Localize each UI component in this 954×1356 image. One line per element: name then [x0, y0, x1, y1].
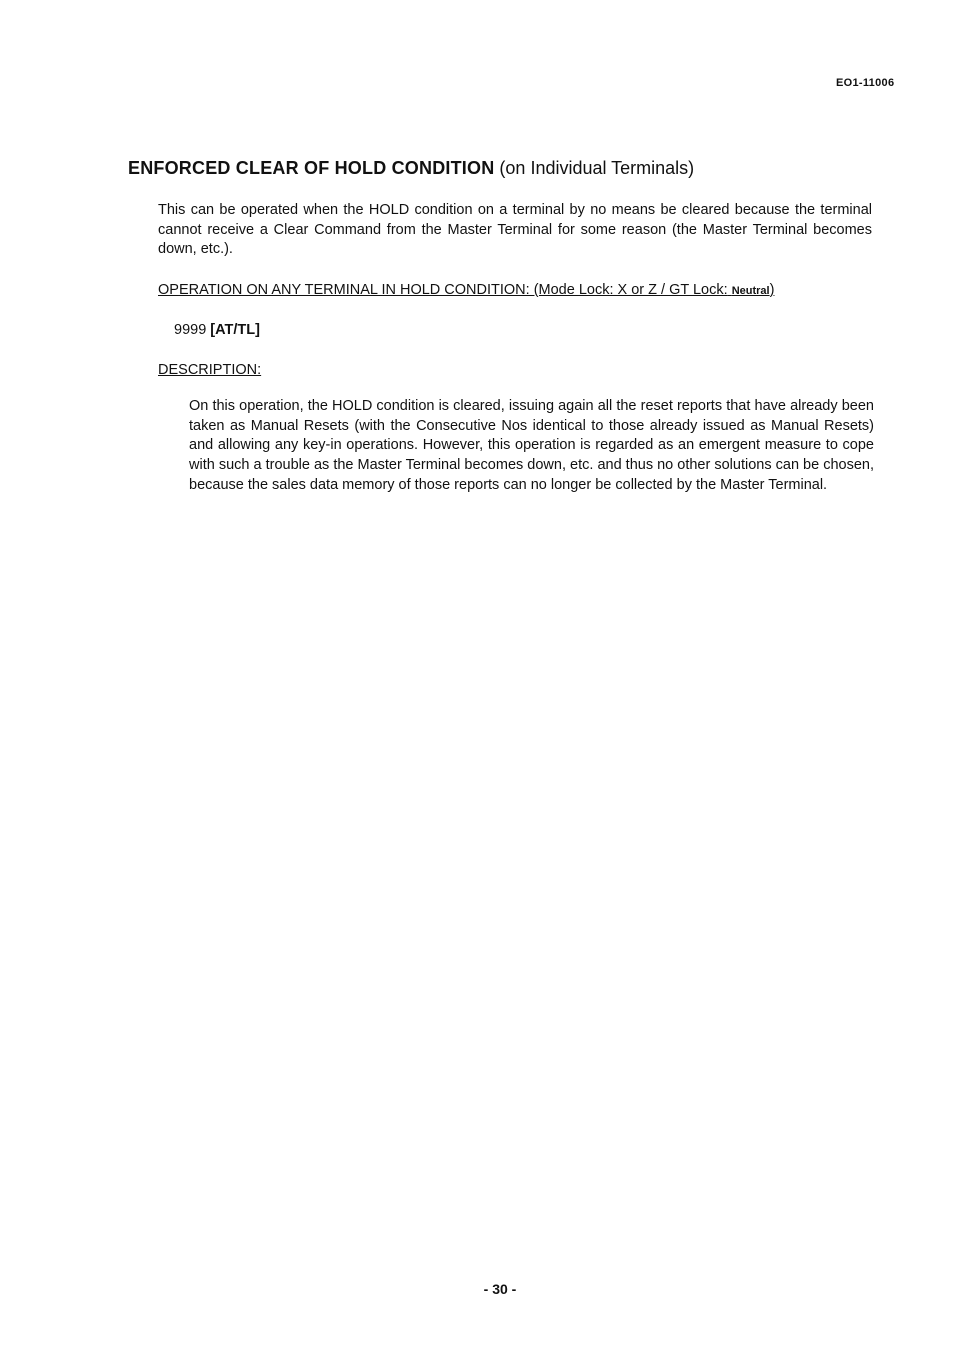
description-heading: DESCRIPTION: [158, 362, 262, 378]
document-code: EO1-11006 [836, 77, 895, 89]
operation-heading [158, 282, 774, 298]
operation-heading-lock-value: Neutral [731, 285, 770, 297]
operation-heading-close: ) [769, 282, 775, 298]
page-number: - 30 - [483, 1281, 517, 1297]
operation-heading-text: OPERATION ON ANY TERMINAL IN HOLD CONDITION: (Mode Lock: X or Z / GT Lock: [158, 282, 728, 298]
section-title-subtitle: (on Individual Terminals) [499, 158, 695, 178]
description-paragraph: On this operation, the HOLD condition is cleared, issuing again all the reset reports that have already been taken as Manual Resets (with the Consecutive Nos identical to those already issued as Manual Resets) and allowing any key-in operations. However, this operation is regarded as an emergent measure to cope with such a trouble as the Master Terminal becomes down, etc. and thus no other solutions can be chosen, because the sales data memory of those reports can no longer be collected by the Master Terminal. [189, 398, 874, 493]
key-label: [AT/TL] [210, 322, 260, 338]
section-title-bold: ENFORCED CLEAR OF HOLD CONDITION [128, 158, 495, 178]
key-digits: 9999 [174, 322, 207, 338]
key-sequence [174, 322, 260, 338]
intro-paragraph: This can be operated when the HOLD condition on a terminal by no means be cleared because the terminal cannot receive a Clear Command from the Master Terminal for some reason (the Master Terminal becomes down, etc.). [158, 202, 872, 257]
section-title [128, 158, 694, 179]
